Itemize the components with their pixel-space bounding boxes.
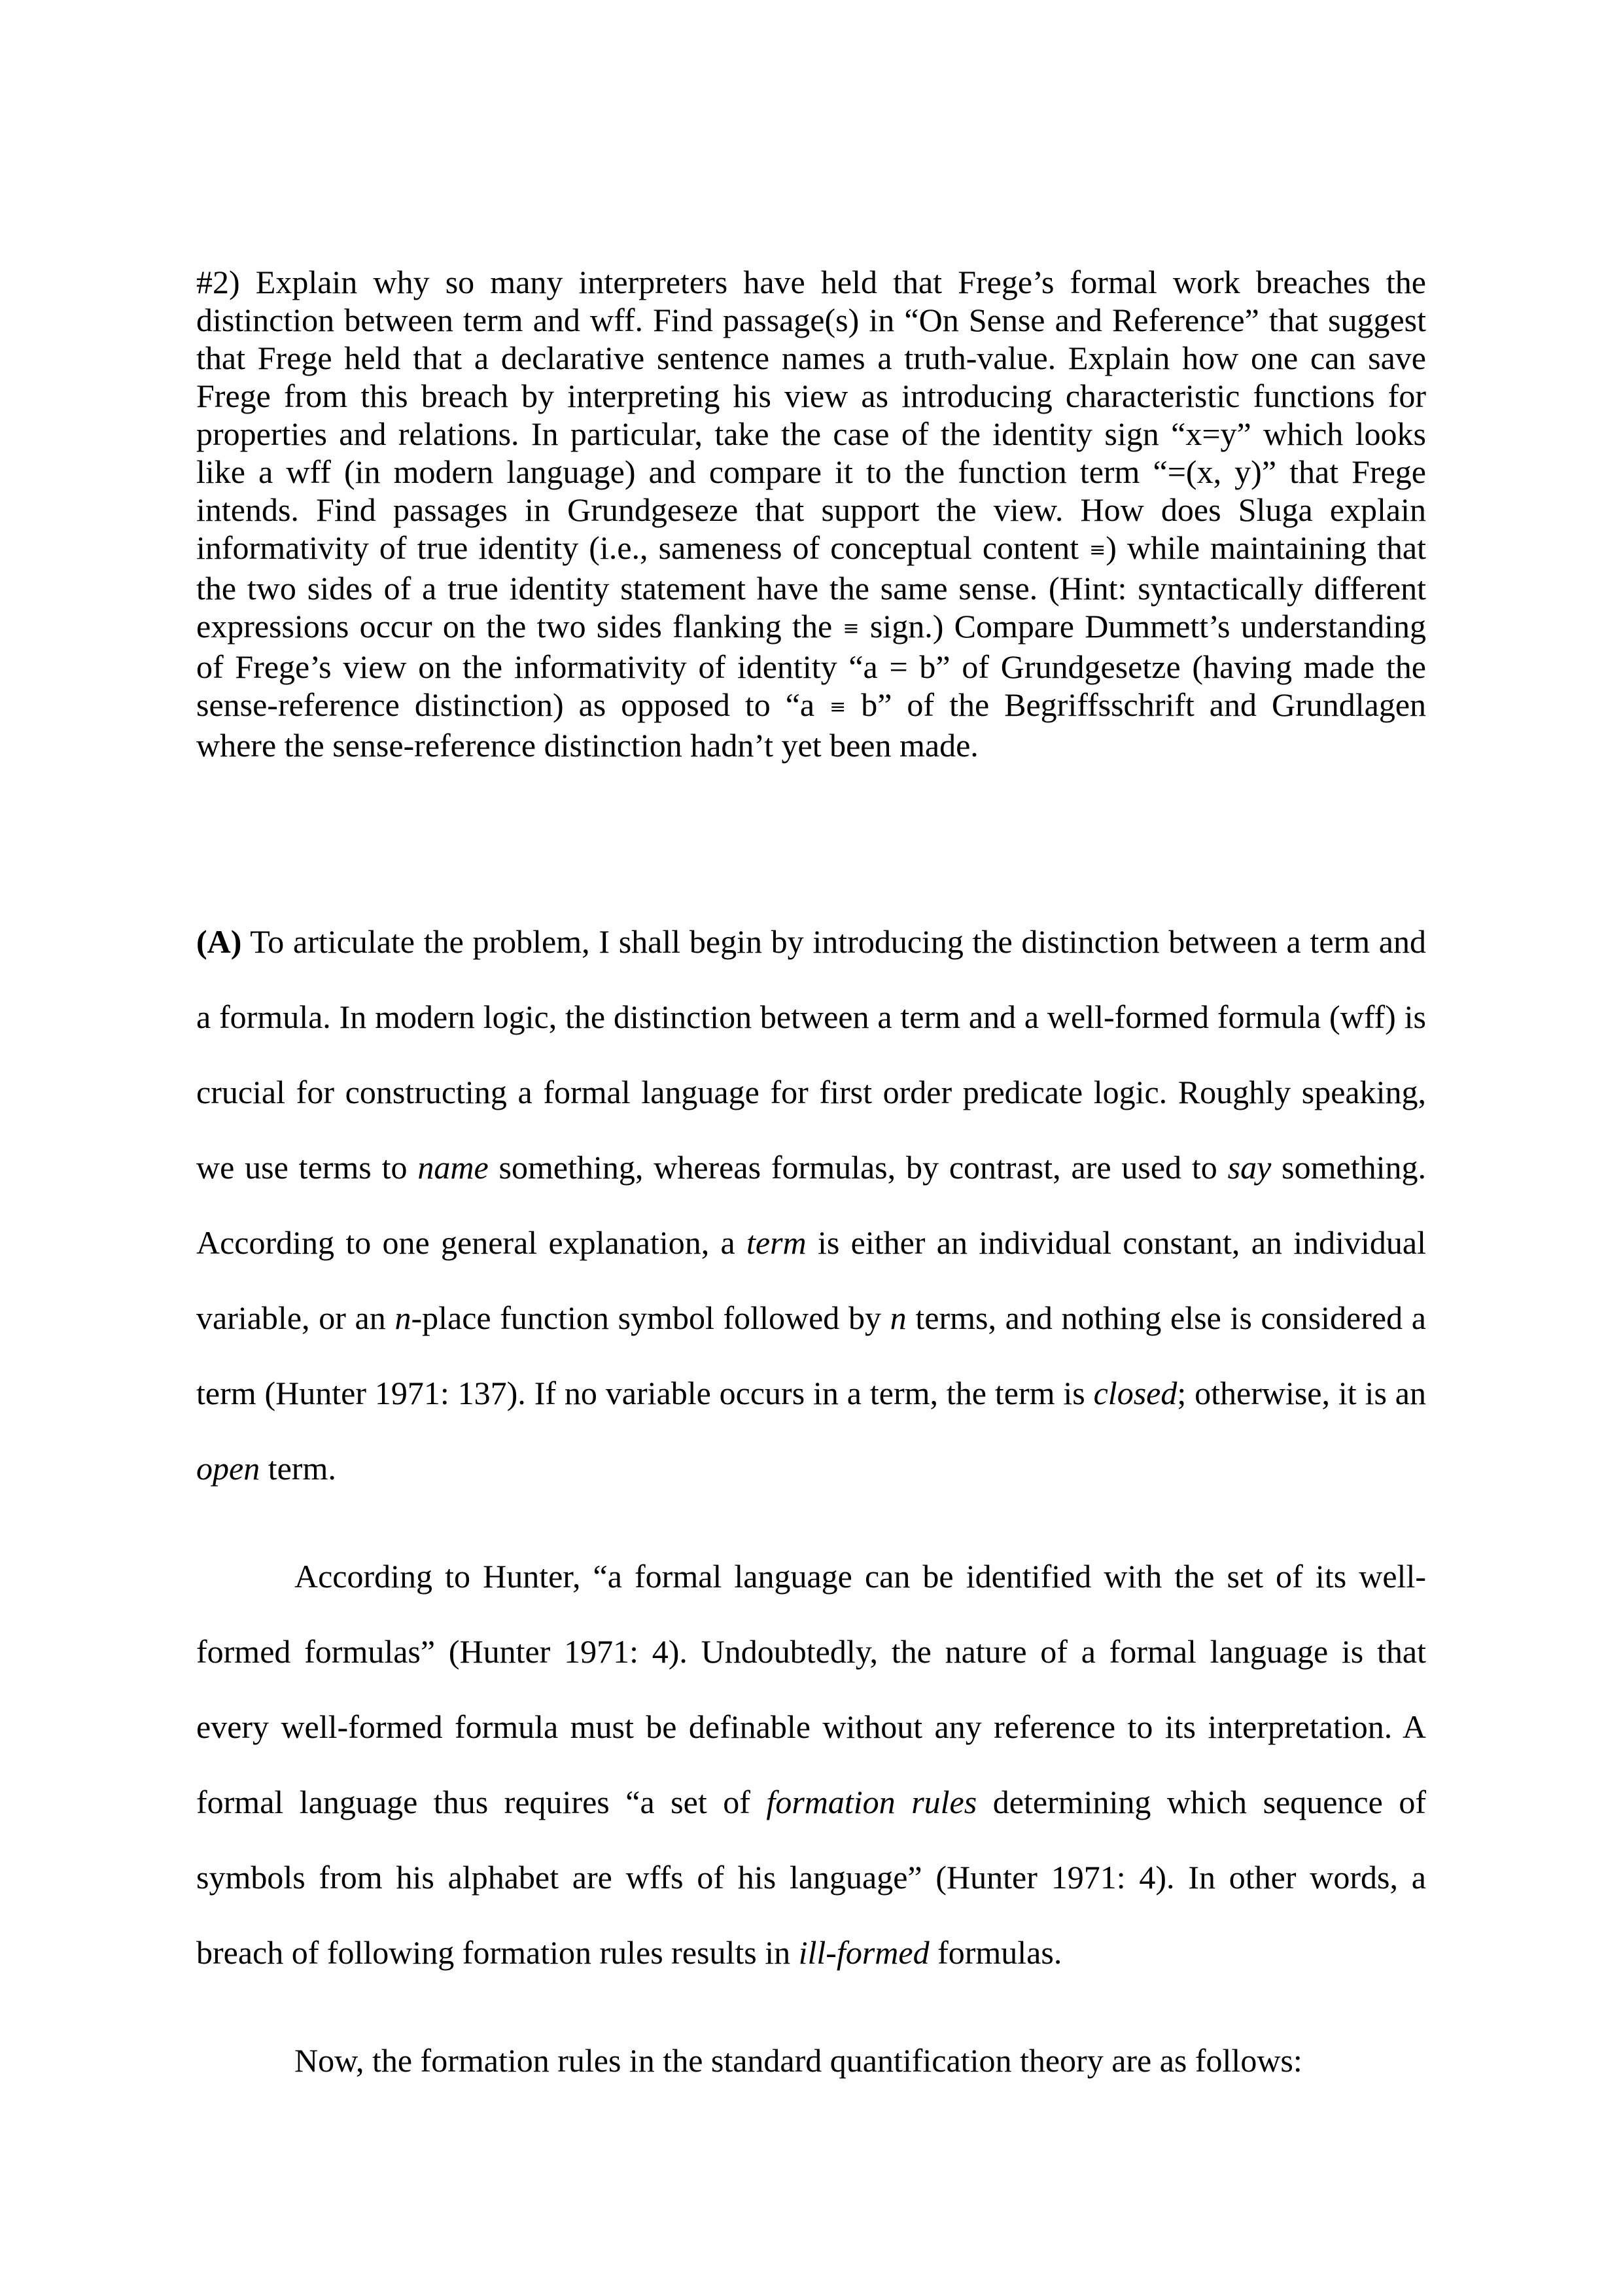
emphasized-term: name: [417, 1149, 489, 1186]
emphasized-term: say: [1227, 1149, 1272, 1186]
emphasized-term: formation rules: [766, 1784, 977, 1820]
text-run: formulas.: [929, 1934, 1062, 1971]
text-run: is either an individual constant, an individual variable, or an: [196, 1224, 1426, 1336]
text-run: term.: [260, 1450, 336, 1487]
emphasized-term: term: [746, 1224, 807, 1261]
text-run: terms, and nothing else is considered a term (Hunter 1971: 137). If no variable occurs in a term, the term is: [196, 1299, 1426, 1411]
text-run: ; otherwise, it is an: [1177, 1375, 1426, 1411]
identity-symbol: ≡: [843, 617, 860, 640]
assignment-question: [196, 263, 1426, 764]
text-run: According to Hunter, “a formal language can be identified with the set of its well-formed formulas” (Hunter 1971: 4). Undoubtedly, the nature of a formal language is that every well-formed formula must be definable without any reference to its interpretation. A formal language thus requires “a set of: [196, 1558, 1426, 1820]
emphasized-term: n: [890, 1299, 907, 1336]
body-paragraph: [196, 1539, 1426, 1990]
body-paragraph: [196, 2023, 1426, 2098]
text-run: -place function symbol followed by: [411, 1299, 890, 1336]
text-run: sign.) Compare Dummett’s understanding of Frege’s view on the informativity of identity “a = b” of Grundgesetze (having made the sense-reference distinction) as opposed to “a: [196, 608, 1426, 723]
text-run: To articulate the problem, I shall begin by introducing the distinction between a term and a formula. In modern logic, the distinction between a term and a well-formed formula (wff) is crucial for constructing a formal language for first order predicate logic. Roughly speaking, we use terms to: [196, 923, 1426, 1186]
text-run: #2) Explain why so many interpreters have held that Frege’s formal work breaches the distinction between term and wff. Find passage(s) in “On Sense and Reference” that suggest that Frege held that a declarative sentence names a truth-value. Explain how one can save Frege from this breach by interpreting his view as introducing characteristic functions for properties and relations. In particular, take the case of the identity sign “x=y” which looks like a wff (in modern language) and compare it to the function term “=(x, y)” that Frege intends. Find passages in Grundgeseze that support the view. How does Sluga explain informativity of true identity (i.e., sameness of conceptual content: [196, 264, 1426, 566]
emphasized-term: open: [196, 1450, 260, 1487]
answer-section: [196, 904, 1426, 2131]
text-run: something. According to one general explanation, a: [196, 1149, 1426, 1261]
emphasized-term: closed: [1093, 1375, 1178, 1411]
text-run: ) while maintaining that the two sides of a true identity statement have the same sense. (Hint: syntactically different expressions occur on the two sides flanking the: [196, 529, 1427, 645]
emphasized-term: n: [394, 1299, 411, 1336]
emphasized-term: ill-formed: [798, 1934, 930, 1971]
identity-symbol: ≡: [829, 696, 846, 718]
text-run: Now, the formation rules in the standard quantification theory are as follows:: [294, 2042, 1302, 2079]
section-label: (A): [196, 923, 242, 960]
body-paragraph: [196, 904, 1426, 1506]
text-run: something, whereas formulas, by contrast, are used to: [488, 1149, 1228, 1186]
text-run: b” of the Begriffsschrift and Grundlagen where the sense-reference distinction hadn’t yet been made.: [196, 686, 1427, 764]
text-run: determining which sequence of symbols from his alphabet are wffs of his language” (Hunter 1971: 4). In other words, a breach of following formation rules results in: [196, 1784, 1426, 1971]
identity-symbol: ≡: [1089, 539, 1106, 561]
